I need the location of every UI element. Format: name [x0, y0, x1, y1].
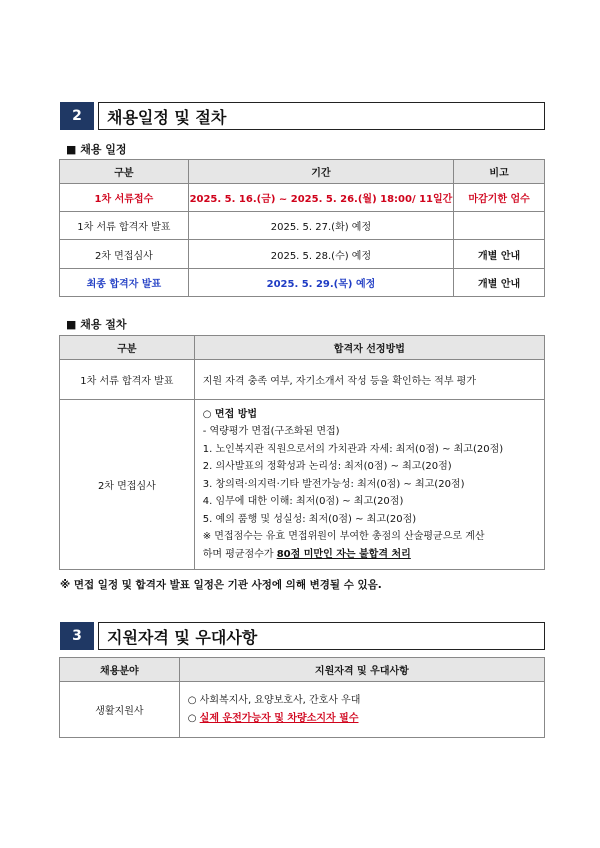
row4-category: 최종 합격자 발표: [60, 269, 189, 297]
table-row: [60, 269, 545, 297]
qualification-line-1: ○ 사회복지사, 요양보호사, 간호사 우대: [187, 695, 361, 706]
qualification-requirements-cell: [179, 682, 544, 738]
procedure-header-row: [60, 336, 545, 360]
section-3-number: 3: [60, 622, 94, 650]
row4-period: 2025. 5. 29.(목) 예정: [188, 269, 453, 297]
section-2-header: [60, 102, 545, 130]
section-2-title: 채용일정 및 절차: [98, 102, 545, 130]
qualification-header-row: [60, 658, 545, 682]
section-3-title: 지원자격 및 우대사항: [98, 622, 545, 650]
interview-line: 3. 창의력·의지력·기타 발전가능성: 최저(0점) ~ 최고(20점): [202, 478, 465, 490]
section-2-number: 2: [60, 102, 94, 130]
table-row: [60, 240, 545, 269]
row3-period: 2025. 5. 28.(수) 예정: [188, 240, 453, 269]
row1-note: 마감기한 엄수: [454, 184, 545, 212]
row1-period: 2025. 5. 16.(금) ~ 2025. 5. 26.(월) 18:00/ 11일간: [188, 184, 453, 212]
procedure-subtitle: ■ 채용 절차: [66, 318, 127, 331]
procedure-header-category: 구분: [60, 336, 195, 360]
procedure-row1-category: 1차 서류 합격자 발표: [60, 360, 195, 400]
interview-line: 2. 의사발표의 정확성과 논리성: 최저(0점) ~ 최고(20점): [202, 461, 452, 473]
procedure-table: [59, 335, 545, 570]
row2-category: 1차 서류 합격자 발표: [60, 212, 189, 240]
row3-note: 개별 안내: [454, 240, 545, 269]
interview-line: ※ 면접점수는 유효 면접위원이 부여한 총점의 산술평균으로 계산: [202, 531, 485, 543]
schedule-table: [59, 159, 545, 297]
interview-method-heading: ○ 면접 방법: [202, 408, 258, 420]
interview-method-cell: [194, 400, 544, 570]
procedure-row2-category: 2차 면접심사: [60, 400, 195, 570]
table-row: [60, 360, 545, 400]
procedure-row1-method: 지원 자격 충족 여부, 자기소개서 작성 등을 확인하는 적부 평가: [194, 360, 544, 400]
schedule-header-period: 기간: [188, 160, 453, 184]
schedule-header-row: [60, 160, 545, 184]
table-row: [60, 184, 545, 212]
qualification-line-2: [188, 710, 544, 728]
qualification-required: 실제 운전가능자 및 차량소지자 필수: [199, 712, 359, 724]
row1-category: 1차 서류접수: [60, 184, 189, 212]
schedule-header-note: 비고: [454, 160, 545, 184]
row2-period: 2025. 5. 27.(화) 예정: [188, 212, 453, 240]
qualification-line-2-bullet: ○: [187, 712, 200, 724]
table-row: [60, 400, 545, 570]
interview-line: 1. 노인복지관 직원으로서의 가치관과 자세: 최저(0점) ~ 최고(20점): [202, 443, 504, 455]
schedule-subtitle: ■ 채용 일정: [66, 143, 127, 156]
row3-category: 2차 면접심사: [60, 240, 189, 269]
qualification-field: 생활지원사: [60, 682, 180, 738]
schedule-change-footnote: ※ 면접 일정 및 합격자 발표 일정은 기관 사정에 의해 변경될 수 있음.: [60, 579, 382, 591]
interview-last-prefix: 하며 평균점수가: [202, 548, 277, 560]
table-row: [60, 212, 545, 240]
interview-last-line: [203, 546, 544, 564]
row4-note: 개별 안내: [454, 269, 545, 297]
procedure-header-method: 합격자 선정방법: [194, 336, 544, 360]
qualification-header-field: 채용분야: [60, 658, 180, 682]
section-3-header: [60, 622, 545, 650]
row2-note: [454, 212, 545, 240]
qualification-table: [59, 657, 545, 738]
interview-fail-criteria: 80점 미만인 자는 불합격 처리: [276, 548, 411, 560]
qualification-header-requirements: 지원자격 및 우대사항: [179, 658, 544, 682]
interview-line: 4. 임무에 대한 이해: 최저(0점) ~ 최고(20점): [202, 496, 404, 508]
interview-line: - 역량평가 면접(구조화된 면접): [202, 426, 340, 438]
table-row: [60, 682, 545, 738]
interview-line: 5. 예의 품행 및 성실성: 최저(0점) ~ 최고(20점): [202, 513, 417, 525]
schedule-header-category: 구분: [60, 160, 189, 184]
